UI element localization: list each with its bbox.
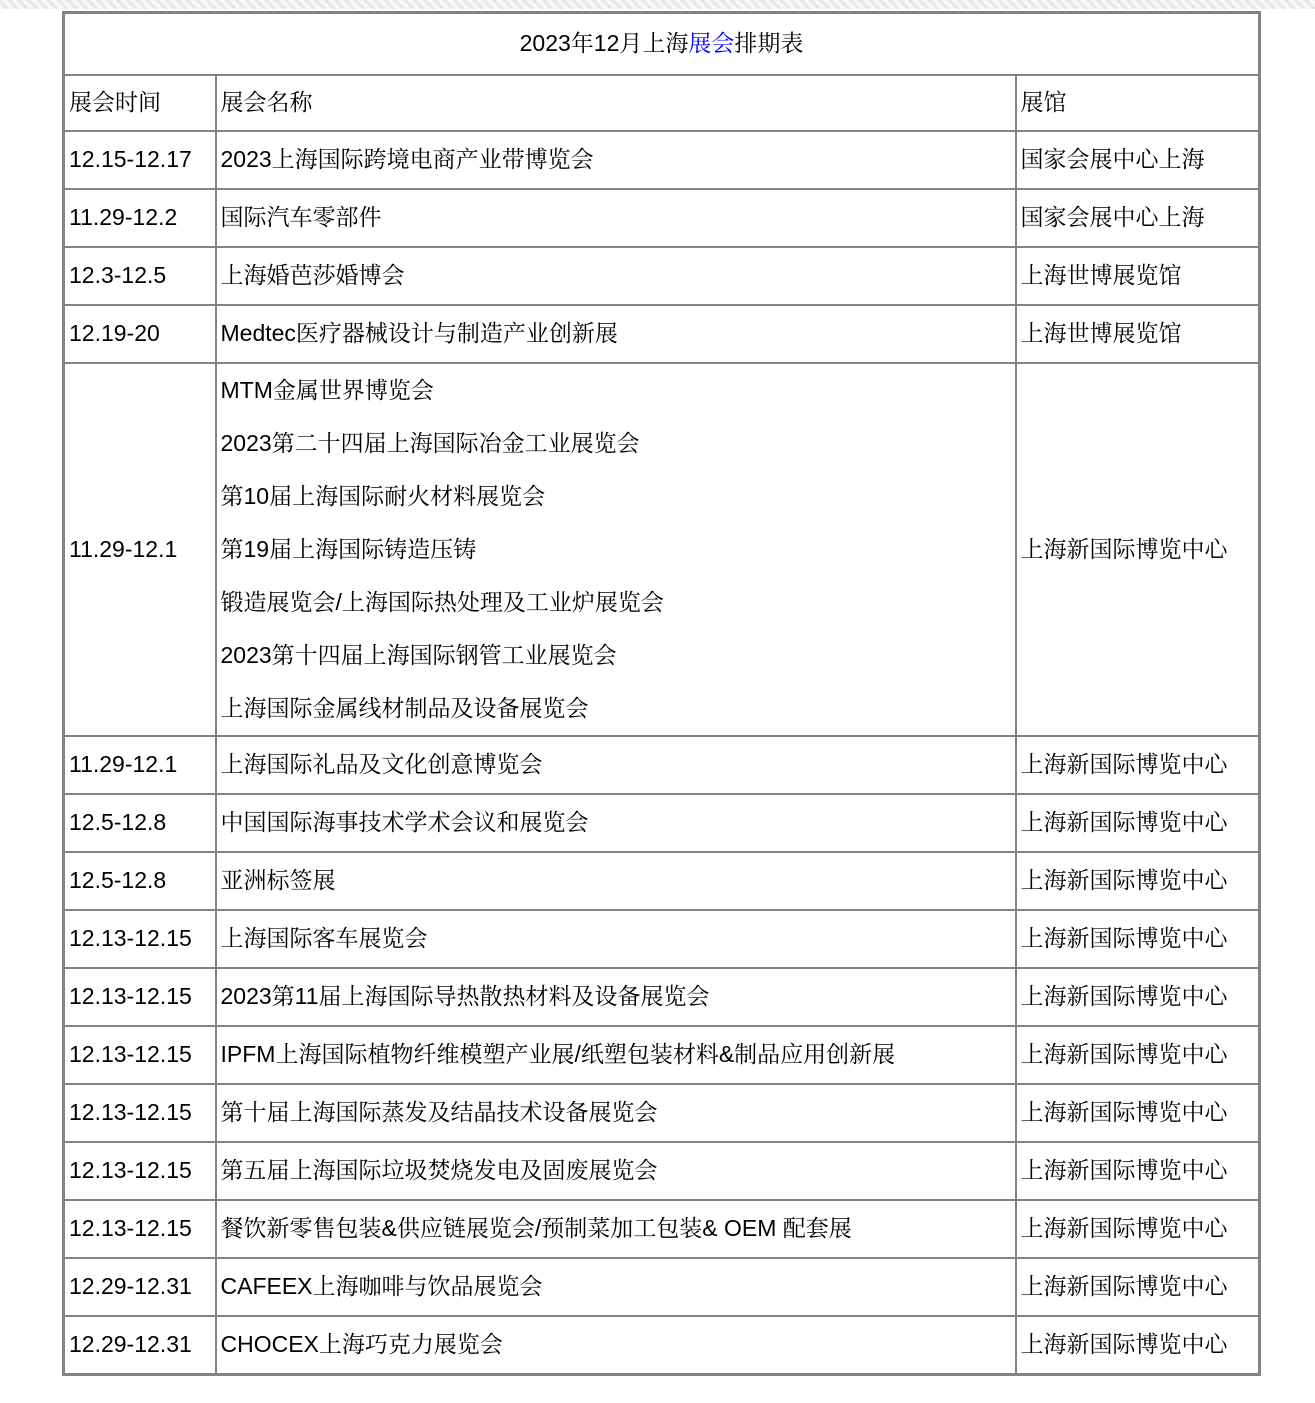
venue-cell: 上海新国际博览中心 — [1016, 736, 1260, 794]
table-row — [64, 189, 1260, 247]
venue-cell: 上海新国际博览中心 — [1016, 1316, 1260, 1375]
exhibition-date-cell: 12.29-12.31 — [64, 1258, 216, 1316]
exhibition-name-cell: CHOCEX上海巧克力展览会 — [216, 1316, 1016, 1375]
exhibition-name-line: 2023第二十四届上海国际冶金工业展览会 — [220, 430, 640, 456]
title-link[interactable]: 展会 — [688, 30, 735, 57]
exhibition-date-cell: 12.13-12.15 — [64, 910, 216, 968]
venue-cell: 上海新国际博览中心 — [1016, 910, 1260, 968]
column-header-name: 展会名称 — [216, 75, 1016, 131]
exhibition-name-cell: 2023上海国际跨境电商产业带博览会 — [216, 131, 1016, 189]
table-row — [64, 968, 1260, 1026]
exhibition-name-cell: 餐饮新零售包装&供应链展览会/预制菜加工包装& OEM 配套展 — [216, 1200, 1016, 1258]
exhibition-name-cell: 国际汽车零部件 — [216, 189, 1016, 247]
exhibition-date-cell: 11.29-12.1 — [64, 736, 216, 794]
venue-cell: 国家会展中心上海 — [1016, 189, 1260, 247]
exhibition-name-cell: 第十届上海国际蒸发及结晶技术设备展览会 — [216, 1084, 1016, 1142]
venue-cell: 上海新国际博览中心 — [1016, 1084, 1260, 1142]
exhibition-name-cell: IPFM上海国际植物纤维模塑产业展/纸塑包装材料&制品应用创新展 — [216, 1026, 1016, 1084]
venue-cell: 上海新国际博览中心 — [1016, 968, 1260, 1026]
venue-cell: 上海新国际博览中心 — [1016, 1142, 1260, 1200]
venue-cell: 上海新国际博览中心 — [1016, 794, 1260, 852]
venue-cell: 国家会展中心上海 — [1016, 131, 1260, 189]
column-header-date: 展会时间 — [64, 75, 216, 131]
page-title — [64, 13, 1260, 76]
table-row — [64, 1258, 1260, 1316]
table-row — [64, 1084, 1260, 1142]
exhibition-name-cell: 2023第11届上海国际导热散热材料及设备展览会 — [216, 968, 1016, 1026]
exhibition-date-cell: 12.5-12.8 — [64, 852, 216, 910]
exhibition-name-line: 上海国际金属线材制品及设备展览会 — [220, 695, 589, 721]
exhibition-date-cell: 12.15-12.17 — [64, 131, 216, 189]
exhibition-date-cell: 12.19-20 — [64, 305, 216, 363]
exhibition-date-cell: 12.13-12.15 — [64, 1200, 216, 1258]
exhibition-date-cell: 12.3-12.5 — [64, 247, 216, 305]
exhibition-date-cell: 12.29-12.31 — [64, 1316, 216, 1375]
table-row — [64, 794, 1260, 852]
table-row-multi — [64, 363, 1260, 736]
exhibition-name-cell: CAFEEX上海咖啡与饮品展览会 — [216, 1258, 1016, 1316]
exhibition-date-cell: 12.13-12.15 — [64, 968, 216, 1026]
exhibition-name-line: 第19届上海国际铸造压铸 — [220, 536, 477, 562]
exhibition-name-line: 锻造展览会/上海国际热处理及工业炉展览会 — [220, 589, 664, 615]
table-row — [64, 131, 1260, 189]
exhibition-date-cell: 12.13-12.15 — [64, 1026, 216, 1084]
table-row — [64, 1200, 1260, 1258]
table-row — [64, 1026, 1260, 1084]
title-suffix: 排期表 — [734, 30, 804, 57]
title-prefix: 2023年12月上海 — [519, 30, 689, 57]
exhibition-name-cell: 上海国际客车展览会 — [216, 910, 1016, 968]
table-row — [64, 247, 1260, 305]
venue-cell: 上海新国际博览中心 — [1016, 1258, 1260, 1316]
exhibition-name-cell-multi — [216, 363, 1016, 736]
exhibition-name-cell: 亚洲标签展 — [216, 852, 1016, 910]
venue-cell: 上海新国际博览中心 — [1016, 363, 1260, 736]
exhibition-name-line: 2023第十四届上海国际钢管工业展览会 — [220, 642, 617, 668]
top-stripe-decoration — [0, 0, 1315, 9]
table-row — [64, 305, 1260, 363]
venue-cell: 上海新国际博览中心 — [1016, 852, 1260, 910]
table-row — [64, 736, 1260, 794]
column-header-venue: 展馆 — [1016, 75, 1260, 131]
venue-cell: 上海新国际博览中心 — [1016, 1026, 1260, 1084]
title-row — [64, 13, 1260, 76]
exhibition-schedule-table — [62, 11, 1261, 1376]
exhibition-name-line: 第10届上海国际耐火材料展览会 — [220, 483, 546, 509]
exhibition-date-cell: 12.13-12.15 — [64, 1142, 216, 1200]
exhibition-name-cell: 上海国际礼品及文化创意博览会 — [216, 736, 1016, 794]
venue-cell: 上海新国际博览中心 — [1016, 1200, 1260, 1258]
exhibition-date-cell: 11.29-12.1 — [64, 363, 216, 736]
exhibition-name-cell: Medtec医疗器械设计与制造产业创新展 — [216, 305, 1016, 363]
exhibition-date-cell: 11.29-12.2 — [64, 189, 216, 247]
venue-cell: 上海世博展览馆 — [1016, 247, 1260, 305]
header-row — [64, 75, 1260, 131]
exhibition-name-cell: 上海婚芭莎婚博会 — [216, 247, 1016, 305]
exhibition-date-cell: 12.5-12.8 — [64, 794, 216, 852]
table-row — [64, 852, 1260, 910]
exhibition-date-cell: 12.13-12.15 — [64, 1084, 216, 1142]
table-row — [64, 1316, 1260, 1375]
exhibition-name-cell: 第五届上海国际垃圾焚烧发电及固废展览会 — [216, 1142, 1016, 1200]
exhibition-name-cell: 中国国际海事技术学术会议和展览会 — [216, 794, 1016, 852]
table-row — [64, 1142, 1260, 1200]
venue-cell: 上海世博展览馆 — [1016, 305, 1260, 363]
exhibition-name-line: MTM金属世界博览会 — [220, 377, 434, 403]
table-row — [64, 910, 1260, 968]
